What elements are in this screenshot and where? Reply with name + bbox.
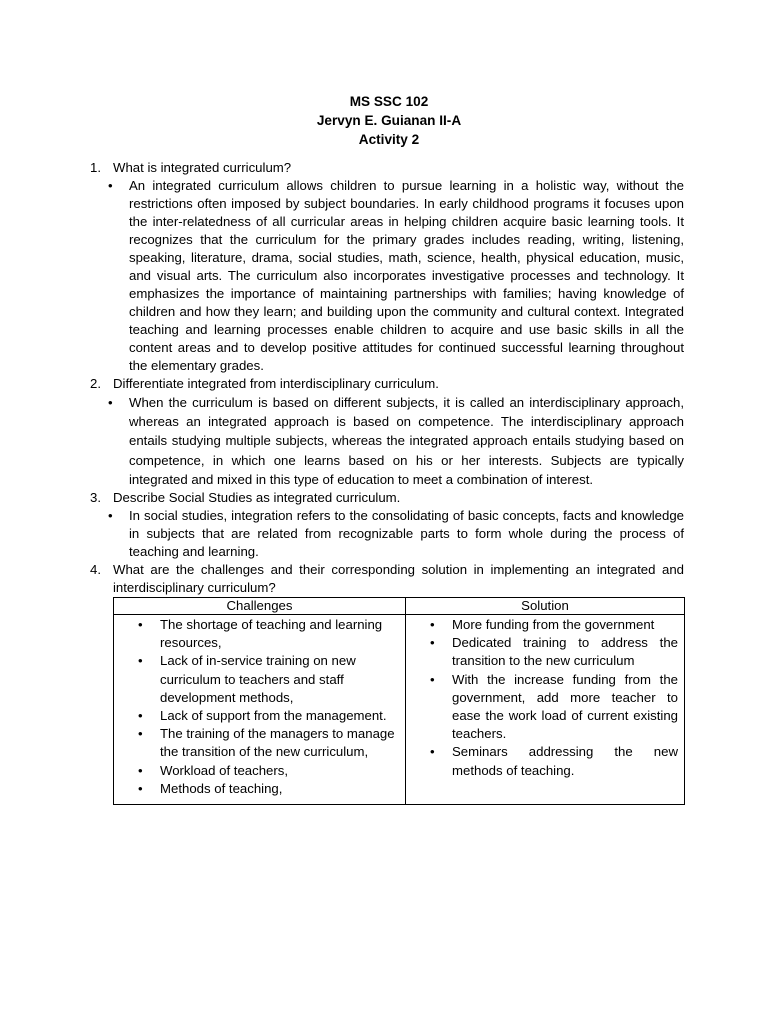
challenge-item: • Lack of support from the management. bbox=[114, 707, 405, 725]
answer-text: In social studies, integration refers to the consolidating of basic concepts, facts and knowledge in subjects that are related from recognizable parts to form whole during the process of teaching and learning. bbox=[129, 508, 684, 560]
bullet-icon: • bbox=[138, 708, 143, 724]
question-number: 2. bbox=[90, 376, 101, 391]
question-1 bbox=[90, 159, 684, 177]
bullet-icon: • bbox=[430, 635, 435, 651]
question-list bbox=[90, 159, 684, 805]
bullet-icon: • bbox=[108, 395, 113, 410]
bullet-icon: • bbox=[430, 744, 435, 760]
bullet-icon: • bbox=[138, 780, 143, 796]
answer-text: When the curriculum is based on different subjects, it is called an interdisciplinary approach, whereas an integrated approach is based on competence. The interdisciplinary approach entails studying multiple subjects, whereas the integrated approach entails studying based on competence, in which one learns based on his or her interests. Subjects are typically integrated and mixed in this type of education to meet a combination of interest. bbox=[129, 395, 684, 487]
bullet-icon: • bbox=[108, 178, 113, 193]
header-solution: Solution bbox=[406, 598, 685, 615]
solutions-cell bbox=[406, 615, 685, 805]
bullet-icon: • bbox=[430, 617, 435, 633]
challenges-solutions-table bbox=[113, 597, 685, 805]
question-number: 4. bbox=[90, 562, 101, 578]
course-code: MS SSC 102 bbox=[349, 94, 429, 109]
answer-1 bbox=[90, 177, 684, 375]
question-text: What are the challenges and their corresponding solution in implementing an integrated and interdisciplinary curriculum? bbox=[113, 562, 684, 596]
bullet-icon: • bbox=[138, 617, 143, 633]
question-text: Differentiate integrated from interdisciplinary curriculum. bbox=[113, 376, 439, 391]
question-3 bbox=[90, 489, 684, 507]
table-header-row bbox=[114, 598, 685, 615]
challenges-table-wrapper bbox=[113, 597, 684, 805]
challenge-item: • Methods of teaching, bbox=[114, 780, 405, 798]
question-number: 1. bbox=[90, 160, 101, 175]
bullet-icon: • bbox=[138, 762, 143, 778]
challenge-item: • Workload of teachers, bbox=[114, 762, 405, 780]
question-number: 3. bbox=[90, 490, 101, 506]
question-2 bbox=[90, 375, 684, 393]
challenge-item: • Lack of in-service training on new curriculum to teachers and staff development methods, bbox=[138, 653, 356, 705]
solution-item: • With the increase funding from the government, add more teacher to ease the work load of current existing teachers. bbox=[430, 671, 678, 742]
answer-text: An integrated curriculum allows children to pursue learning in a holistic way, without the restrictions often imposed by subject boundaries. In early childhood programs it focuses upon the inter-relatedness of all curricular areas in helping children acquire basic learning tools. It recognizes that the curriculum for the primary grades includes reading, writing, listening, speaking, literature, drama, social studies, math, science, health, physical education, music, and visual arts. The curriculum also incorporates investigative processes and technology. It emphasizes the importance of maintaining partnerships with families; having knowledge of children and how they learn; and building upon the community and cultural context. Integrated teaching and learning processes enable children to acquire and use basic skills in all the content areas and to develop positive attitudes for continued successful learning throughout the elementary grades. bbox=[129, 178, 684, 373]
solution-item: • Seminars addressing the new methods of teaching. bbox=[430, 744, 678, 778]
solution-item: • More funding from the government bbox=[406, 616, 684, 634]
bullet-icon: • bbox=[430, 671, 435, 687]
answer-3 bbox=[90, 507, 684, 561]
solution-item: • Dedicated training to address the transition to the new curriculum bbox=[430, 635, 678, 669]
question-text: What is integrated curriculum? bbox=[113, 160, 292, 175]
challenges-cell bbox=[114, 615, 406, 805]
document-page bbox=[90, 92, 684, 805]
question-4 bbox=[90, 561, 684, 597]
bullet-icon: • bbox=[108, 508, 113, 524]
question-text: Describe Social Studies as integrated curriculum. bbox=[113, 490, 401, 506]
header-challenges: Challenges bbox=[114, 598, 406, 615]
bullet-icon: • bbox=[138, 726, 143, 742]
table-row bbox=[114, 615, 685, 805]
document-header bbox=[90, 92, 684, 149]
student-name: Jervyn E. Guianan II-A bbox=[316, 113, 462, 128]
bullet-icon: • bbox=[138, 653, 143, 669]
answer-2 bbox=[90, 393, 684, 489]
challenge-item: • The training of the managers to manage the transition of the new curriculum, bbox=[138, 726, 395, 760]
activity-title: Activity 2 bbox=[358, 132, 420, 147]
challenge-item: • The shortage of teaching and learning resources, bbox=[138, 617, 383, 651]
